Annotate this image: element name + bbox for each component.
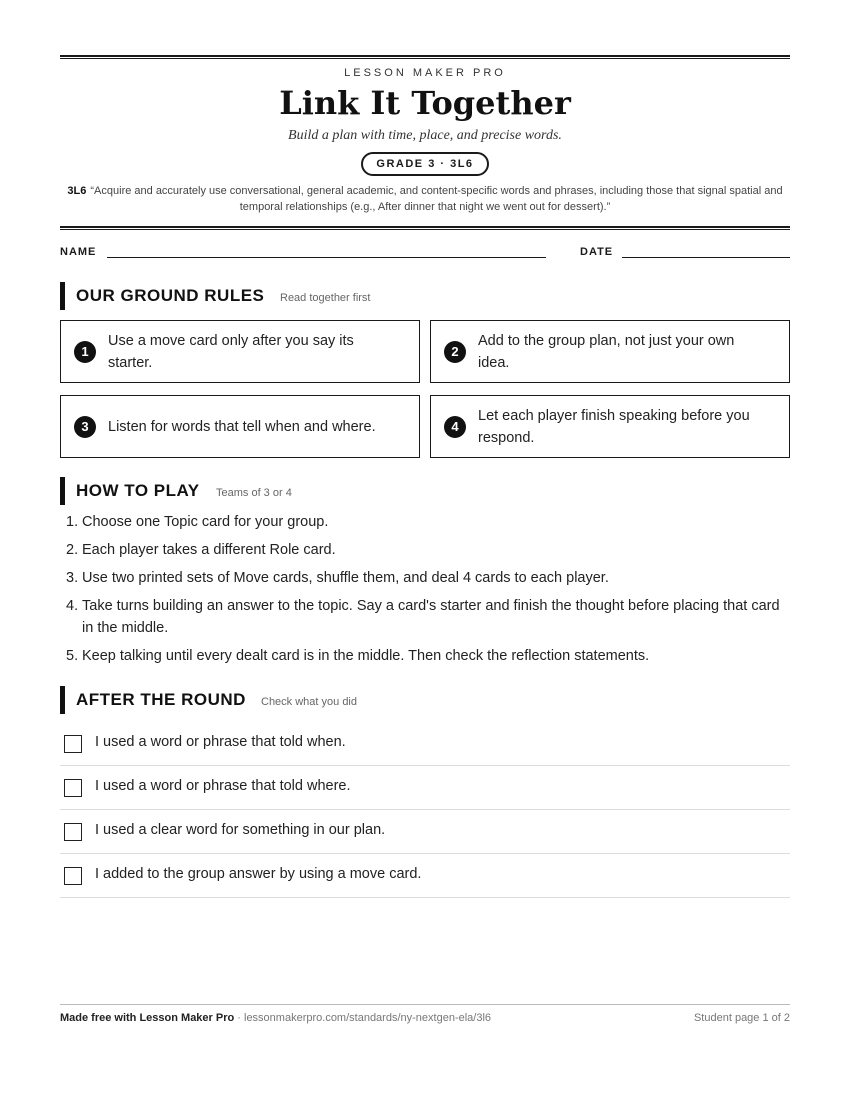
rule-number-badge: 1 xyxy=(74,341,96,363)
reflection-row-2 xyxy=(60,766,790,810)
header-bottom-rule xyxy=(60,226,790,230)
name-label: NAME xyxy=(60,246,97,258)
name-field[interactable] xyxy=(107,257,546,258)
list-item: 4. Take turns building an answer to the topic. Say a card's starter and finish the thought before placing that card in the middle. xyxy=(66,598,780,636)
list-item: 5. Keep talking until every dealt card is in the middle. Then check the reflection statements. xyxy=(66,648,650,664)
how-to-play-steps xyxy=(60,511,790,673)
reflection-text: I used a word or phrase that told where. xyxy=(95,778,351,794)
reflection-text: I added to the group answer by using a move card. xyxy=(95,866,422,882)
worksheet-subtitle: Build a plan with time, place, and precise words. xyxy=(288,128,562,143)
standard-statement xyxy=(60,183,790,215)
after-round-subheading: Check what you did xyxy=(261,696,357,708)
list-item: 1. Choose one Topic card for your group. xyxy=(66,514,329,530)
footer-credit xyxy=(60,1012,491,1024)
rule-number-badge: 3 xyxy=(74,416,96,438)
name-date-row xyxy=(60,246,790,264)
ground-rules-heading: OUR GROUND RULES xyxy=(76,286,265,305)
how-to-play-heading: HOW TO PLAY xyxy=(76,481,200,500)
header-top-rule xyxy=(60,55,790,59)
rule-number-badge: 2 xyxy=(444,341,466,363)
rule-text: Let each player finish speaking before you respond. xyxy=(478,407,750,446)
list-item: 3. Use two printed sets of Move cards, shuffle them, and deal 4 cards to each player. xyxy=(66,570,609,586)
reflection-text: I used a clear word for something in our plan. xyxy=(95,822,386,838)
list-item: 2. Each player takes a different Role card. xyxy=(66,542,336,558)
standard-code: 3L6 xyxy=(67,185,87,197)
rule-text: Use a move card only after you say its starter. xyxy=(108,332,354,371)
worksheet-page xyxy=(60,0,790,1100)
ground-rule-card-4 xyxy=(430,395,790,458)
how-to-play-subheading: Teams of 3 or 4 xyxy=(216,487,292,499)
rule-number-badge: 4 xyxy=(444,416,466,438)
brand-name: LESSON MAKER PRO xyxy=(344,67,506,79)
reflection-row-1 xyxy=(60,722,790,766)
standard-text: “Acquire and accurately use conversational, general academic, and content-specific words and phrases, including those that signal spatial and temporal relationships (e.g., After dinner that night we went out for dessert).” xyxy=(90,185,783,213)
section-accent-bar xyxy=(60,477,65,505)
date-label: DATE xyxy=(580,246,614,258)
footer-url[interactable]: · lessonmakerpro.com/standards/ny-nextgen-ela/3l6 xyxy=(237,1012,492,1024)
reflection-checkbox[interactable] xyxy=(64,779,82,797)
grade-badge: GRADE 3 · 3L6 xyxy=(361,152,489,176)
reflection-text: I used a word or phrase that told when. xyxy=(95,734,346,750)
reflection-row-4 xyxy=(60,854,790,898)
date-field[interactable] xyxy=(622,257,790,258)
reflection-row-3 xyxy=(60,810,790,854)
section-accent-bar xyxy=(60,282,65,310)
rule-text: Listen for words that tell when and where. xyxy=(108,418,376,435)
section-accent-bar xyxy=(60,686,65,714)
rule-text: Add to the group plan, not just your own idea. xyxy=(478,332,735,371)
ground-rules-subheading: Read together first xyxy=(280,292,371,304)
footer-page-number: Student page 1 of 2 xyxy=(693,1012,790,1024)
reflection-checkbox[interactable] xyxy=(64,735,82,753)
reflection-checkbox[interactable] xyxy=(64,823,82,841)
footer-made-with: Made free with Lesson Maker Pro xyxy=(60,1012,235,1024)
after-round-heading: AFTER THE ROUND xyxy=(76,690,246,709)
ground-rule-card-2 xyxy=(430,320,790,383)
worksheet-title: Link It Together xyxy=(279,84,571,122)
ground-rule-card-3 xyxy=(60,395,420,458)
footer-divider xyxy=(60,1004,790,1005)
reflection-checkbox[interactable] xyxy=(64,867,82,885)
ground-rule-card-1 xyxy=(60,320,420,383)
